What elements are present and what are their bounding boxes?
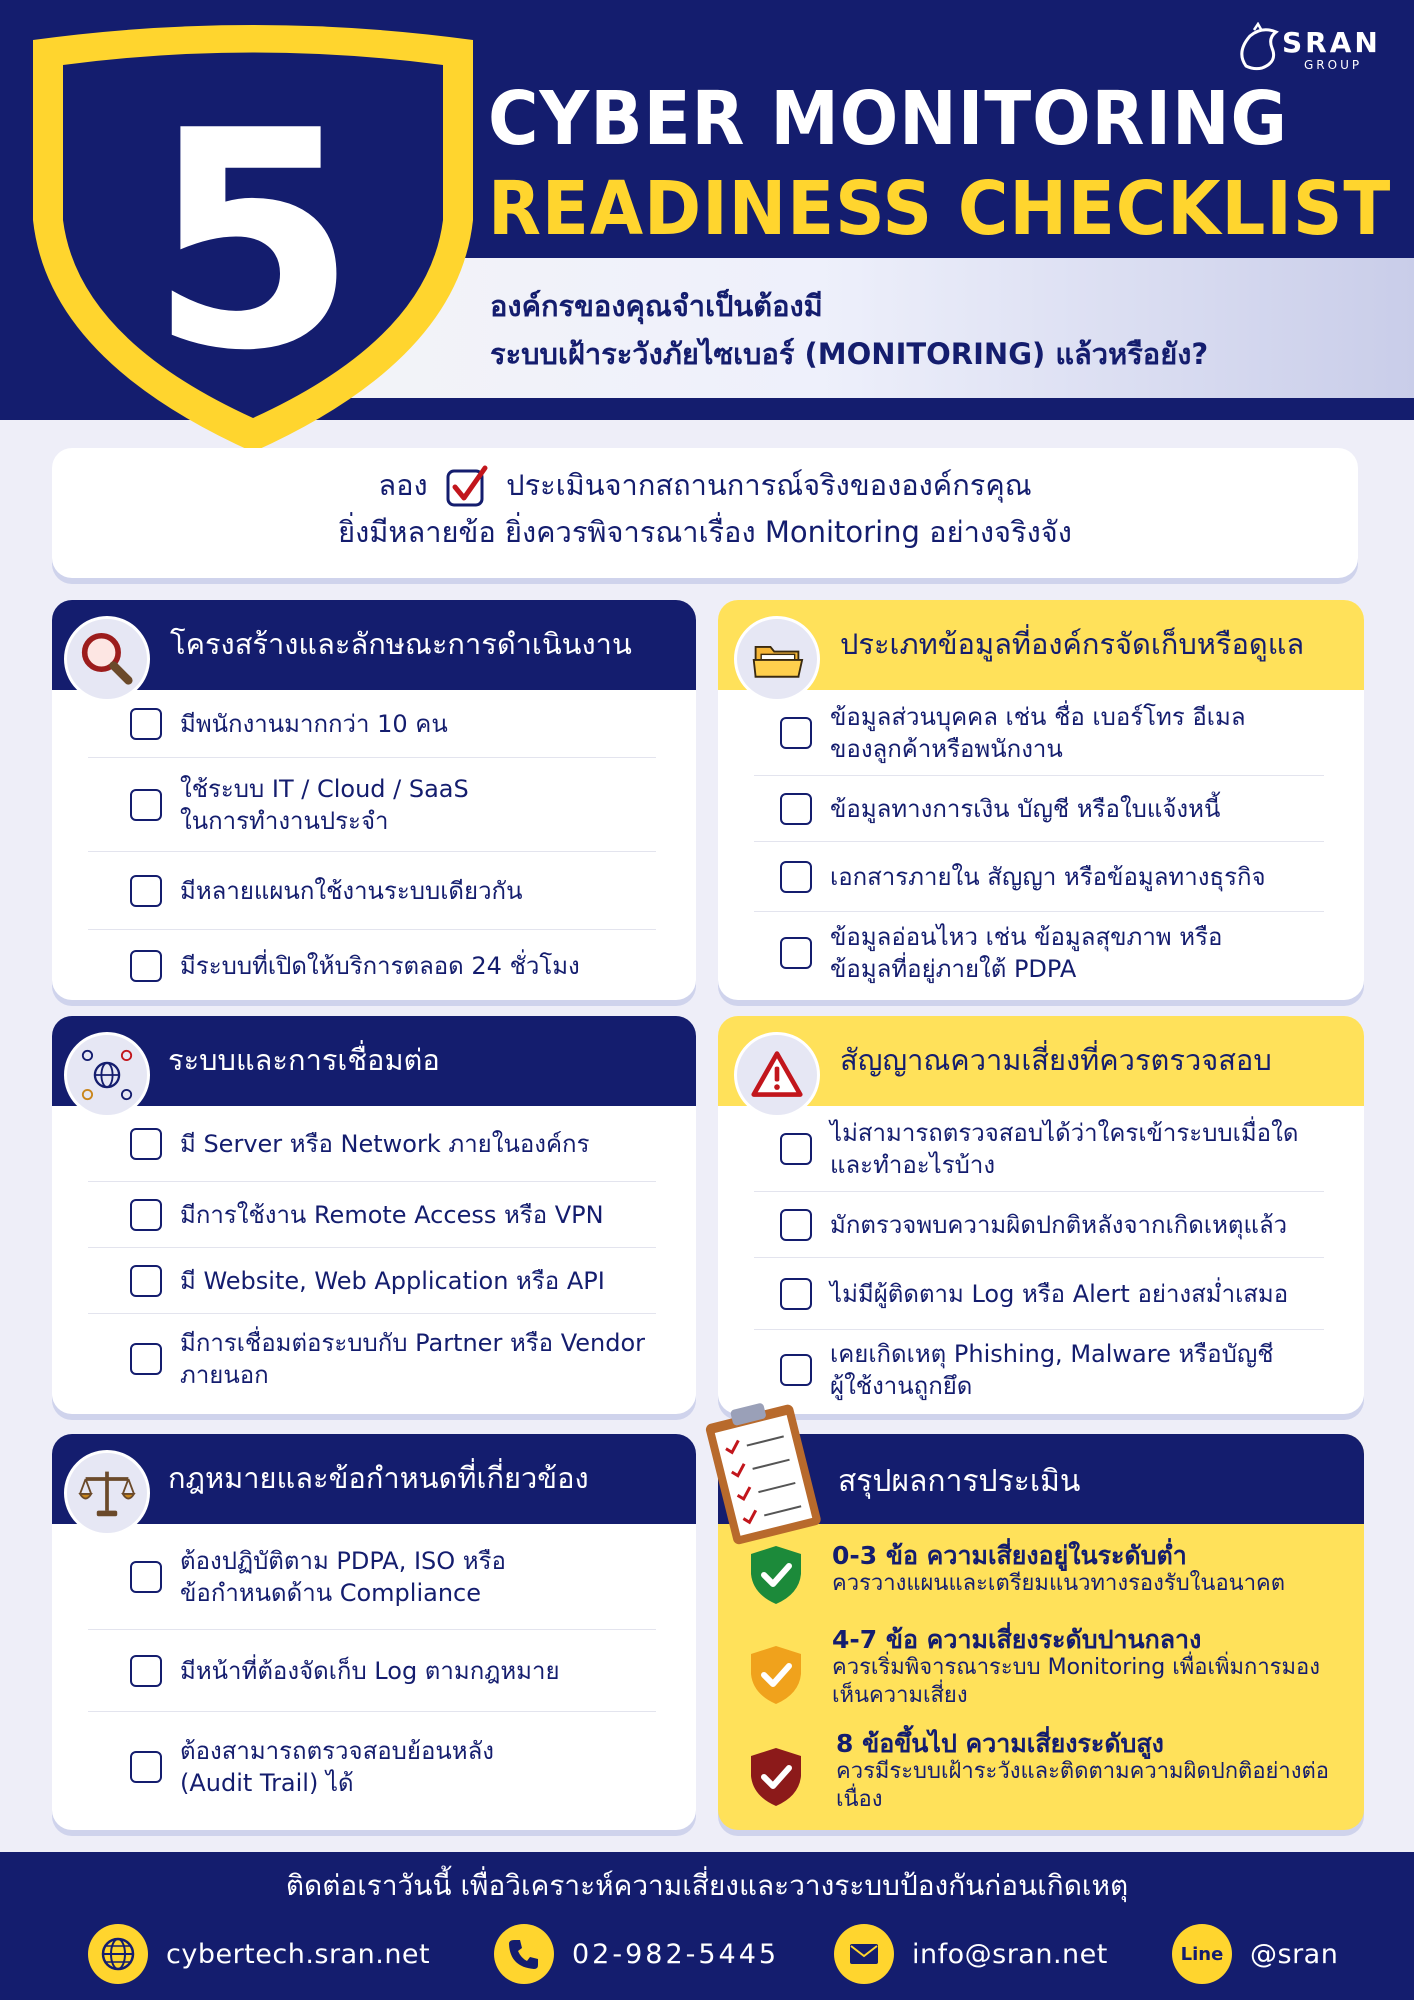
card-legal-header: [52, 1434, 696, 1524]
item-text: เคยเกิดเหตุ Phishing, Malware หรือบัญชี ผู้ใช้งานถูกยึด: [830, 1340, 1274, 1400]
item-text: ใช้ระบบ IT / Cloud / SaaS ในการทำงานประจำ: [180, 774, 469, 835]
checkbox[interactable]: [130, 789, 162, 821]
checklist-item[interactable]: [88, 1524, 656, 1630]
shield-number-icon: [28, 20, 478, 455]
checkbox[interactable]: [780, 1278, 812, 1310]
card-structure-title: โครงสร้างและลักษณะการดำเนินงาน: [170, 627, 632, 661]
checkbox[interactable]: [130, 1751, 162, 1783]
card-risk-signals-items: [718, 1106, 1364, 1410]
card-systems-title: ระบบและการเชื่อมต่อ: [168, 1043, 440, 1077]
item-text: ข้อมูลส่วนบุคคล เช่น ชื่อ เบอร์โทร อีเมล ของลูกค้าหรือพนักงาน: [830, 702, 1246, 763]
checkbox[interactable]: [130, 1343, 162, 1375]
checklist-item[interactable]: [754, 912, 1324, 994]
card-data-types-items: [718, 690, 1364, 994]
intro-line-1: [52, 462, 1358, 509]
checklist-item[interactable]: [754, 1192, 1324, 1258]
checklist-item[interactable]: [754, 690, 1324, 776]
globe-icon: [88, 1924, 148, 1984]
level-medium-title: 4-7 ข้อ ความเสี่ยงระดับปานกลาง: [832, 1625, 1202, 1654]
title-line-1: CYBER MONITORING: [488, 76, 1288, 162]
footer-note: ติดต่อเราวันนี้ เพื่อวิเคราะห์ความเสี่ยงและวางระบบป้องกันก่อนเกิดเหตุ: [285, 1869, 1129, 1902]
level-high-desc: ควรมีระบบเฝ้าระวังและติดตามความผิดปกติอย่างต่อเนื่อง: [836, 1759, 1330, 1812]
email-address[interactable]: info@sran.net: [912, 1938, 1108, 1970]
card-structure-items: [52, 690, 696, 1000]
item-text: มีหน้าที่ต้องจัดเก็บ Log ตามกฎหมาย: [180, 1656, 560, 1685]
checklist-item[interactable]: [88, 690, 656, 758]
card-legal-title: กฎหมายและข้อกำหนดที่เกี่ยวข้อง: [168, 1461, 589, 1495]
checklist-item[interactable]: [88, 930, 656, 1000]
checklist-item[interactable]: [88, 852, 656, 930]
item-text: ไม่มีผู้ติดตาม Log หรือ Alert อย่างสม่ำเสมอ: [830, 1279, 1289, 1308]
checklist-item[interactable]: [754, 1106, 1324, 1192]
phone-number[interactable]: 02-982-5445: [572, 1938, 780, 1970]
checkbox[interactable]: [130, 1265, 162, 1297]
contact-email[interactable]: [834, 1922, 1108, 1986]
intro-prefix: ลอง: [378, 468, 428, 502]
summary-title: สรุปผลการประเมิน: [838, 1464, 1081, 1499]
item-text: มักตรวจพบความผิดปกติหลังจากเกิดเหตุแล้ว: [830, 1210, 1288, 1239]
checkbox[interactable]: [780, 1209, 812, 1241]
checklist-item[interactable]: [88, 1106, 656, 1182]
item-text: ต้องสามารถตรวจสอบย้อนหลัง (Audit Trail) ได้: [180, 1737, 495, 1797]
envelope-icon: [834, 1924, 894, 1984]
checkbox-checked-icon: [445, 465, 489, 509]
line-app-icon: [1172, 1924, 1232, 1984]
shield-check-green-icon: [748, 1544, 804, 1606]
header-number: 5: [148, 67, 358, 416]
item-text: ข้อมูลอ่อนไหว เช่น ข้อมูลสุขภาพ หรือ ข้อมูลที่อยู่ภายใต้ PDPA: [830, 923, 1223, 983]
magnifier-icon: [64, 616, 150, 702]
contact-website[interactable]: [88, 1922, 430, 1986]
clipboard-checklist-icon: [700, 1398, 830, 1548]
card-systems-header: [52, 1016, 696, 1106]
checkbox[interactable]: [130, 1199, 162, 1231]
item-text: มีการใช้งาน Remote Access หรือ VPN: [180, 1200, 604, 1229]
logo-subtitle: GROUP: [1304, 58, 1363, 72]
item-text: มี Server หรือ Network ภายในองค์กร: [180, 1129, 590, 1158]
card-systems-items: [52, 1106, 696, 1404]
footer: [0, 1852, 1414, 2000]
shield-check-red-icon: [748, 1746, 804, 1808]
item-text: มี Website, Web Application หรือ API: [180, 1266, 605, 1295]
shield-check-orange-icon: [748, 1644, 804, 1706]
website-link[interactable]: cybertech.sran.net: [166, 1938, 431, 1970]
intro-line-2: ยิ่งมีหลายข้อ ยิ่งควรพิจารณาเรื่อง Monitoring อย่างจริงจัง: [338, 515, 1072, 549]
logo-wordmark: SRAN: [1282, 26, 1381, 59]
checkbox[interactable]: [130, 708, 162, 740]
level-low-desc: ควรวางแผนและเตรียมแนวทางรองรับในอนาคต: [832, 1571, 1286, 1596]
item-text: ไม่สามารถตรวจสอบได้ว่าใครเข้าระบบเมื่อใด และทำอะไรบ้าง: [830, 1118, 1299, 1179]
checklist-item[interactable]: [88, 1182, 656, 1248]
checklist-item[interactable]: [754, 842, 1324, 912]
level-medium-desc: ควรเริ่มพิจารณาระบบ Monitoring เพื่อเพิ่มการมองเห็นความเสี่ยง: [832, 1655, 1320, 1708]
title-line-2: READINESS CHECKLIST: [488, 166, 1392, 252]
network-globe-icon: [64, 1032, 150, 1118]
item-text: เอกสารภายใน สัญญา หรือข้อมูลทางธุรกิจ: [830, 862, 1266, 891]
line-label: Line: [1180, 1943, 1224, 1965]
card-structure-header: [52, 600, 696, 690]
folder-icon: [734, 616, 820, 702]
checkbox[interactable]: [780, 861, 812, 893]
card-legal-items: [52, 1524, 696, 1822]
subtitle-line-1: องค์กรของคุณจำเป็นต้องมี: [490, 289, 823, 323]
subtitle-line-2: ระบบเฝ้าระวังภัยไซเบอร์ (MONITORING) แล้วหรือยัง?: [490, 337, 1209, 371]
checkbox[interactable]: [130, 1561, 162, 1593]
checkbox[interactable]: [780, 717, 812, 749]
checklist-item[interactable]: [88, 758, 656, 852]
line-id[interactable]: @sran: [1250, 1938, 1339, 1970]
item-text: มีหลายแผนกใช้งานระบบเดียวกัน: [180, 876, 523, 905]
contact-phone[interactable]: [494, 1922, 779, 1986]
intro-box: [52, 448, 1358, 578]
header-subtitle: [490, 282, 1208, 378]
contact-line[interactable]: [1172, 1922, 1338, 1986]
item-text: มีการเชื่อมต่อระบบกับ Partner หรือ Vendor ภายนอก: [180, 1329, 646, 1389]
warning-icon: [734, 1032, 820, 1118]
checkbox[interactable]: [130, 875, 162, 907]
checkbox[interactable]: [130, 950, 162, 982]
checklist-item[interactable]: [88, 1630, 656, 1712]
intro-line-1-text: ประเมินจากสถานการณ์จริงขององค์กรคุณ: [506, 468, 1032, 502]
checkbox[interactable]: [130, 1655, 162, 1687]
checklist-item[interactable]: [88, 1248, 656, 1314]
checkbox[interactable]: [780, 1133, 812, 1165]
level-low-title: 0-3 ข้อ ความเสี่ยงอยู่ในระดับต่ำ: [832, 1541, 1187, 1570]
card-data-types-title: ประเภทข้อมูลที่องค์กรจัดเก็บหรือดูแล: [840, 627, 1305, 661]
checkbox[interactable]: [780, 937, 812, 969]
checklist-item[interactable]: [754, 1258, 1324, 1330]
item-text: ข้อมูลทางการเงิน บัญชี หรือใบแจ้งหนี้: [830, 794, 1221, 823]
item-text: มีพนักงานมากกว่า 10 คน: [180, 709, 448, 738]
phone-icon: [494, 1924, 554, 1984]
item-text: ต้องปฏิบัติตาม PDPA, ISO หรือ ข้อกำหนดด้าน Compliance: [180, 1546, 506, 1607]
checkbox[interactable]: [130, 1128, 162, 1160]
level-high-title: 8 ข้อขึ้นไป ความเสี่ยงระดับสูง: [836, 1729, 1164, 1758]
checkbox[interactable]: [780, 1354, 812, 1386]
checklist-item[interactable]: [754, 776, 1324, 842]
checklist-item[interactable]: [754, 1330, 1324, 1410]
item-text: มีระบบที่เปิดให้บริการตลอด 24 ชั่วโมง: [180, 952, 580, 980]
card-risk-signals-title: สัญญาณความเสี่ยงที่ควรตรวจสอบ: [840, 1043, 1272, 1077]
scales-icon: [64, 1450, 150, 1536]
checklist-item[interactable]: [88, 1712, 656, 1822]
checklist-item[interactable]: [88, 1314, 656, 1404]
checkbox[interactable]: [780, 793, 812, 825]
